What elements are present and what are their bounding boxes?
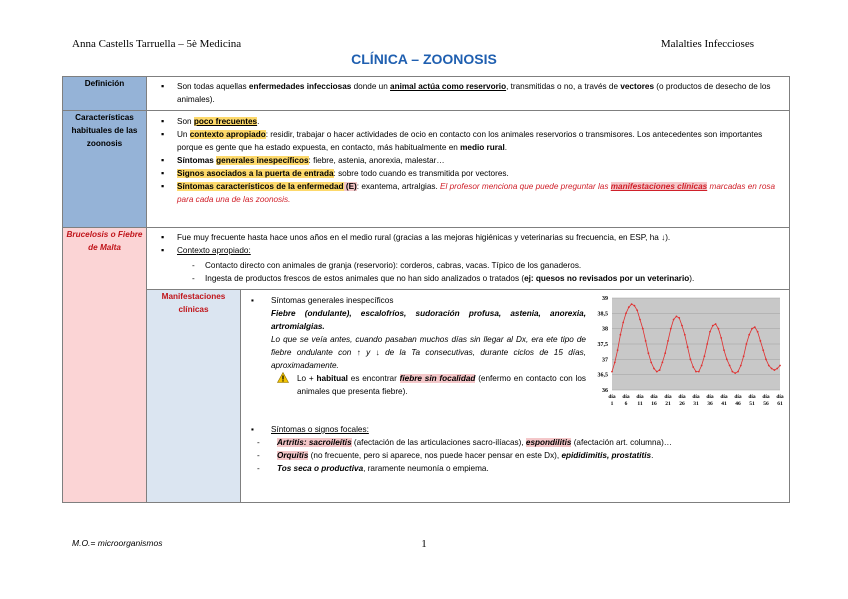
data-point	[664, 352, 666, 354]
focal-dash-3: -	[257, 464, 260, 473]
page-title: CLÍNICA – ZOONOSIS	[351, 51, 497, 67]
x-tick-number: 21	[665, 401, 671, 407]
x-tick-number: 56	[763, 401, 769, 407]
data-point	[676, 316, 678, 318]
x-tick-number: 51	[749, 401, 755, 407]
x-tick-label: día	[706, 394, 714, 400]
data-point	[678, 317, 680, 319]
data-point	[670, 328, 672, 330]
data-point	[653, 368, 655, 370]
focal-dash-2: -	[257, 451, 260, 460]
data-point	[614, 362, 616, 364]
data-point	[748, 334, 750, 336]
bru-sub-2: - Ingesta de productos frescos de estos animales que no han sido analizados o tratados (ej: quesos no revisados por un veterinario).	[192, 274, 695, 283]
x-tick-label: día	[720, 394, 728, 400]
header-subject: Malalties Infeccioses	[660, 38, 754, 50]
data-point	[698, 371, 700, 373]
data-point	[774, 369, 776, 371]
man-heading-2: Síntomas o signos focales:	[271, 425, 369, 434]
data-point	[765, 358, 767, 360]
car-bullet-5: ▪ Síntomas característicos de la enfermedad (E): exantema, artralgias. El profesor menciona que puede preguntar las manifestaciones clínicas marcadas en rosa para cada una de las zoonosis.	[147, 180, 783, 206]
label-definicion: Definición	[63, 77, 147, 111]
bru-bullet-2: ▪ Contexto apropiado:	[147, 244, 783, 257]
data-point	[729, 365, 731, 367]
data-point	[771, 368, 773, 370]
data-point	[695, 371, 697, 373]
data-point	[650, 362, 652, 364]
header-author: Anna Castells Tarruella – 5è Medicina	[72, 38, 242, 50]
footer-note: M.O.= microorganismos	[72, 538, 163, 548]
y-tick-label: 38,5	[597, 311, 608, 318]
focal-dash-1: -	[257, 438, 260, 447]
x-tick-number: 31	[693, 401, 699, 407]
data-point	[611, 371, 613, 373]
data-point	[625, 312, 627, 314]
y-tick-label: 37	[602, 357, 608, 364]
man-heading-1: Síntomas generales inespecíficos	[271, 296, 394, 305]
data-point	[704, 355, 706, 357]
data-point	[662, 362, 664, 364]
y-tick-label: 36	[602, 388, 608, 394]
x-tick-label: día	[678, 394, 686, 400]
x-tick-label: día	[636, 394, 644, 400]
x-tick-number: 26	[679, 401, 685, 407]
data-point	[746, 343, 748, 345]
x-tick-label: día	[664, 394, 672, 400]
data-point	[715, 323, 717, 325]
x-tick-label: día	[608, 394, 616, 400]
x-tick-number: 1	[610, 401, 614, 407]
data-point	[760, 340, 762, 342]
data-point	[709, 331, 711, 333]
label-caracteristicas: Características habituales de las zoonosis	[63, 111, 147, 228]
data-point	[757, 331, 759, 333]
x-tick-number: 36	[707, 401, 713, 407]
focal-item-3: Tos seca o productiva, raramente neumonía o empiema.	[277, 464, 489, 473]
x-tick-label: día	[776, 394, 784, 400]
x-tick-label: día	[650, 394, 658, 400]
data-point	[659, 369, 661, 371]
data-point	[622, 322, 624, 324]
x-tick-number: 41	[721, 401, 727, 407]
cell-manifestaciones	[241, 290, 790, 503]
data-point	[701, 365, 703, 367]
man-warn: Lo + habitual es encontrar fiebre sin focalidad (enfermo en contacto con los animales que presenta fiebre).	[297, 374, 586, 396]
car-bullet-4: ▪ Signos asociados a la puerta de entrada: sobre todo cuando es transmitida por vectores.	[147, 167, 783, 180]
data-point	[776, 368, 778, 370]
focal-item-1: Artritis: sacroileítis (afectación de las articulaciones sacro-ilíacas), espondilitis (afectación art. columna)…	[277, 438, 672, 447]
man-p2: Lo que se veía antes, cuando pasaban muchos días sin llegar al Dx, era ete tipo de fiebre ondulante con ↑ y ↓ de la Ta consecutivas, durante ciclos de 15 días, aproximadamente.	[271, 335, 586, 370]
man-p1: Fiebre (ondulante), escalofríos, sudoración profusa, astenia, anorexia, artromialgias.	[271, 309, 586, 331]
data-point	[684, 334, 686, 336]
y-tick-label: 37,5	[597, 342, 608, 348]
data-point	[681, 325, 683, 327]
x-tick-label: día	[762, 394, 770, 400]
cell-definicion	[147, 77, 790, 111]
x-tick-number: 6	[624, 401, 628, 407]
x-tick-number: 61	[777, 401, 783, 407]
bru-bullet-1: ▪ Fue muy frecuente hasta hace unos años en el medio rural (gracias a las mejoras higiénicas y veterinarias su frecuencia, en ESP, ha ↓).	[147, 231, 783, 244]
definicion-bullet: ▪ Son todas aquellas enfermedades infecciosas donde un animal actúa como reservorio, transmitidas o no, a través de vectores (o productos de desecho de los animales).	[147, 80, 783, 106]
data-point	[706, 343, 708, 345]
bru-sub-1: - Contacto directo con animales de granja (reservorio): corderos, cabras, vacas. Típico de los ganaderos.	[192, 261, 582, 270]
focal-item-2: Orquitis (no frecuente, pero si aparece, nos puede hacer pensar en este Dx), epididimitis, prostatitis.	[277, 451, 654, 460]
data-point	[673, 319, 675, 321]
x-tick-label: día	[748, 394, 756, 400]
label-brucelosis: Brucelosis o Fiebre de Malta	[63, 228, 147, 503]
data-point	[667, 340, 669, 342]
data-point	[648, 352, 650, 354]
data-point	[712, 325, 714, 327]
data-point	[620, 334, 622, 336]
data-point	[732, 371, 734, 373]
data-point	[718, 328, 720, 330]
man-bullet-1: ▪	[251, 296, 254, 305]
y-tick-label: 39	[602, 296, 608, 302]
cell-brucelosis-general	[147, 228, 790, 290]
car-bullet-2: ▪ Un contexto apropiado: residir, trabajar o hacer actividades de ocio en contacto con los animales reservorios o transmisores. Los antecedentes son importantes porque es gente que ha estado expuesta, en contacto, más habitualmente en medio rural.	[147, 128, 783, 154]
data-point	[768, 365, 770, 367]
y-tick-label: 38	[602, 326, 608, 333]
data-point	[734, 372, 736, 374]
warning-icon	[277, 372, 289, 387]
label-manifestaciones: Manifestaciones clínicas	[147, 290, 241, 503]
data-point	[737, 371, 739, 373]
car-bullet-3: ▪ Síntomas generales inespecíficos: fiebre, astenia, anorexia, malestar…	[147, 154, 783, 167]
data-point	[628, 306, 630, 308]
x-tick-label: día	[734, 394, 742, 400]
x-tick-number: 46	[735, 401, 741, 407]
data-point	[779, 365, 781, 367]
data-point	[720, 337, 722, 339]
x-tick-number: 11	[637, 401, 643, 407]
data-point	[634, 305, 636, 307]
data-point	[723, 349, 725, 351]
man-bullet-2: ▪	[251, 425, 254, 434]
data-point	[645, 340, 647, 342]
data-point	[687, 346, 689, 348]
page-number: 1	[421, 538, 427, 550]
data-point	[642, 328, 644, 330]
data-point	[762, 349, 764, 351]
data-point	[740, 365, 742, 367]
data-point	[726, 358, 728, 360]
data-point	[743, 355, 745, 357]
fever-chart	[584, 292, 784, 419]
data-point	[692, 366, 694, 368]
x-tick-label: día	[622, 394, 630, 400]
cell-caracteristicas	[147, 111, 790, 228]
car-bullet-1: ▪ Son poco frecuentes.	[147, 115, 783, 128]
data-point	[639, 319, 641, 321]
x-tick-label: día	[692, 394, 700, 400]
data-point	[631, 303, 633, 305]
zoonosis-table	[62, 76, 790, 503]
data-point	[656, 371, 658, 373]
y-tick-label: 36,5	[597, 372, 608, 379]
data-point	[754, 326, 756, 328]
data-point	[636, 309, 638, 311]
data-point	[690, 358, 692, 360]
data-point	[751, 328, 753, 330]
x-tick-number: 16	[651, 401, 657, 407]
data-point	[617, 349, 619, 351]
